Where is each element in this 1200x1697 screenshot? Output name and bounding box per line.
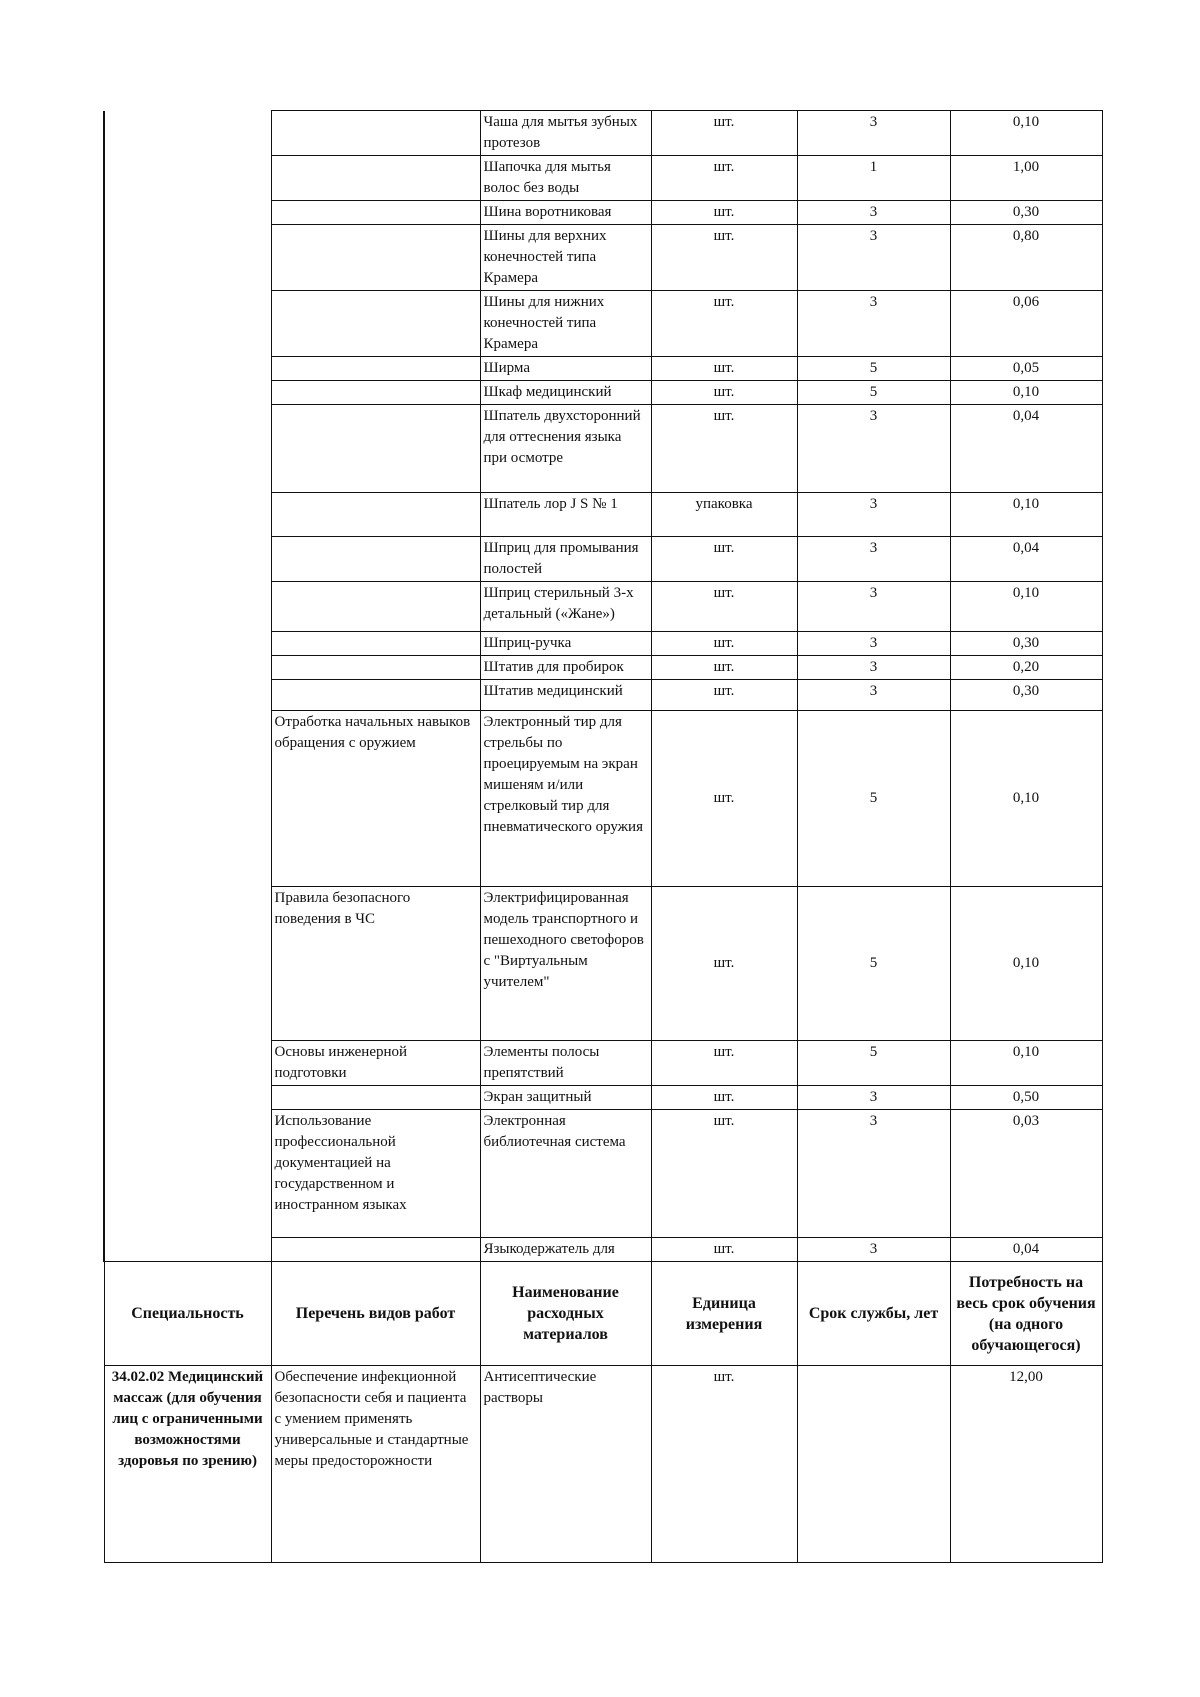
need-cell: 0,10	[950, 582, 1102, 632]
specialty-cell	[104, 291, 271, 357]
table-body	[104, 111, 1102, 1563]
work-cell	[271, 357, 480, 381]
item-cell: Экран защитный	[480, 1086, 651, 1110]
table-row	[104, 680, 1102, 711]
life-cell: 3	[797, 680, 950, 711]
header-materials: Наименование расходных материалов	[480, 1262, 651, 1366]
item-cell: Электрифицированная модель транспортного и пешеходного светофоров с "Виртуальным учителем"	[480, 887, 651, 1041]
table-row	[104, 381, 1102, 405]
item-cell: Штатив медицинский	[480, 680, 651, 711]
unit-cell: шт.	[651, 156, 797, 201]
work-cell	[271, 582, 480, 632]
specialty-cell	[104, 1041, 271, 1086]
table-row	[104, 887, 1102, 1041]
unit-cell: шт.	[651, 1110, 797, 1238]
life-cell: 5	[797, 381, 950, 405]
table-row	[104, 357, 1102, 381]
need-cell: 1,00	[950, 156, 1102, 201]
need-cell: 0,10	[950, 1041, 1102, 1086]
item-cell: Антисептические растворы	[480, 1366, 651, 1563]
life-cell: 3	[797, 1238, 950, 1262]
item-cell: Шпатель двухсторонний для оттеснения языка при осмотре	[480, 405, 651, 493]
item-cell: Шины для верхних конечностей типа Крамера	[480, 225, 651, 291]
table-row	[104, 537, 1102, 582]
specialty-cell	[104, 1086, 271, 1110]
specialty-cell	[104, 887, 271, 1041]
unit-cell: шт.	[651, 582, 797, 632]
specialty-cell	[104, 201, 271, 225]
unit-cell: шт.	[651, 405, 797, 493]
unit-cell: шт.	[651, 1041, 797, 1086]
work-cell	[271, 1238, 480, 1262]
need-cell: 0,30	[950, 632, 1102, 656]
life-cell: 3	[797, 493, 950, 537]
item-cell: Элементы полосы препятствий	[480, 1041, 651, 1086]
specialty-cell	[104, 225, 271, 291]
life-cell: 3	[797, 291, 950, 357]
work-cell	[271, 156, 480, 201]
unit-cell: шт.	[651, 632, 797, 656]
life-cell: 3	[797, 201, 950, 225]
specialty-cell	[104, 493, 271, 537]
need-cell: 0,04	[950, 1238, 1102, 1262]
specialty-cell	[104, 680, 271, 711]
item-cell: Шины для нижних конечностей типа Крамера	[480, 291, 651, 357]
table-row	[104, 582, 1102, 632]
materials-table	[103, 110, 1103, 1563]
header-life: Срок службы, лет	[797, 1262, 950, 1366]
life-cell: 3	[797, 1086, 950, 1110]
need-cell: 0,10	[950, 493, 1102, 537]
life-cell: 5	[797, 887, 950, 1041]
item-cell: Шина воротниковая	[480, 201, 651, 225]
header-unit: Единица измерения	[651, 1262, 797, 1366]
unit-cell: шт.	[651, 537, 797, 582]
work-cell	[271, 656, 480, 680]
unit-cell: шт.	[651, 887, 797, 1041]
item-cell: Шпатель лор J S № 1	[480, 493, 651, 537]
table-row	[104, 493, 1102, 537]
header-specialty: Специальность	[104, 1262, 271, 1366]
work-cell: Отработка начальных навыков обращения с оружием	[271, 711, 480, 887]
table-row	[104, 291, 1102, 357]
life-cell: 3	[797, 405, 950, 493]
unit-cell: шт.	[651, 1366, 797, 1563]
item-cell: Шприц стерильный 3-х детальный («Жане»)	[480, 582, 651, 632]
need-cell: 0,20	[950, 656, 1102, 680]
header-works: Перечень видов работ	[271, 1262, 480, 1366]
table-row	[104, 1238, 1102, 1262]
table-row	[104, 1110, 1102, 1238]
life-cell: 3	[797, 225, 950, 291]
table-row	[104, 405, 1102, 493]
work-cell	[271, 537, 480, 582]
item-cell: Шприц-ручка	[480, 632, 651, 656]
unit-cell: шт.	[651, 1238, 797, 1262]
work-cell	[271, 111, 480, 156]
unit-cell: упаковка	[651, 493, 797, 537]
table-row	[104, 711, 1102, 887]
specialty-cell	[104, 405, 271, 493]
work-cell	[271, 493, 480, 537]
table-row	[104, 1041, 1102, 1086]
work-cell	[271, 405, 480, 493]
need-cell: 0,05	[950, 357, 1102, 381]
work-cell: Правила безопасного поведения в ЧС	[271, 887, 480, 1041]
item-cell: Электронный тир для стрельбы по проецируемым на экран мишеням и/или стрелковый тир для пневматического оружия	[480, 711, 651, 887]
specialty-cell	[104, 656, 271, 680]
item-cell: Шапочка для мытья волос без воды	[480, 156, 651, 201]
need-cell: 0,03	[950, 1110, 1102, 1238]
life-cell: 5	[797, 357, 950, 381]
specialty-cell	[104, 537, 271, 582]
item-cell: Электронная библиотечная система	[480, 1110, 651, 1238]
header-row	[104, 1262, 1102, 1366]
unit-cell: шт.	[651, 381, 797, 405]
life-cell: 5	[797, 1041, 950, 1086]
specialty-cell: 34.02.02 Медицинский массаж (для обучения лиц с ограниченными возможностями здоровья по зрению)	[104, 1366, 271, 1563]
work-cell	[271, 201, 480, 225]
specialty-cell	[104, 357, 271, 381]
need-cell: 0,30	[950, 680, 1102, 711]
specialty-cell	[104, 156, 271, 201]
unit-cell: шт.	[651, 201, 797, 225]
unit-cell: шт.	[651, 291, 797, 357]
life-cell: 1	[797, 156, 950, 201]
need-cell: 0,04	[950, 537, 1102, 582]
work-cell	[271, 680, 480, 711]
table-row	[104, 156, 1102, 201]
unit-cell: шт.	[651, 357, 797, 381]
need-cell: 0,30	[950, 201, 1102, 225]
unit-cell: шт.	[651, 111, 797, 156]
table-row	[104, 656, 1102, 680]
need-cell: 0,10	[950, 887, 1102, 1041]
table-row	[104, 225, 1102, 291]
item-cell: Шприц для промывания полостей	[480, 537, 651, 582]
table-row	[104, 1086, 1102, 1110]
need-cell: 0,04	[950, 405, 1102, 493]
specialty-cell	[104, 582, 271, 632]
specialty-cell	[104, 1110, 271, 1238]
header-need: Потребность на весь срок обучения (на одного обучающегося)	[950, 1262, 1102, 1366]
life-cell: 3	[797, 111, 950, 156]
table-row	[104, 201, 1102, 225]
unit-cell: шт.	[651, 656, 797, 680]
table-row	[104, 111, 1102, 156]
work-cell	[271, 225, 480, 291]
specialty-cell	[104, 381, 271, 405]
life-cell: 3	[797, 1110, 950, 1238]
work-cell: Обеспечение инфекционной безопасности себя и пациента с умением применять универсальные и стандартные меры предосторожности	[271, 1366, 480, 1563]
work-cell	[271, 381, 480, 405]
item-cell: Языкодержатель для	[480, 1238, 651, 1262]
specialty-cell	[104, 1238, 271, 1262]
life-cell: 5	[797, 711, 950, 887]
work-cell: Использование профессиональной документацией на государственном и иностранном языках	[271, 1110, 480, 1238]
table-row	[104, 632, 1102, 656]
life-cell: 3	[797, 582, 950, 632]
work-cell	[271, 291, 480, 357]
life-cell: 3	[797, 537, 950, 582]
item-cell: Ширма	[480, 357, 651, 381]
life-cell	[797, 1366, 950, 1563]
specialty-cell	[104, 711, 271, 887]
need-cell: 0,80	[950, 225, 1102, 291]
work-cell	[271, 1086, 480, 1110]
need-cell: 0,06	[950, 291, 1102, 357]
item-cell: Шкаф медицинский	[480, 381, 651, 405]
item-cell: Штатив для пробирок	[480, 656, 651, 680]
need-cell: 0,10	[950, 711, 1102, 887]
need-cell: 12,00	[950, 1366, 1102, 1563]
specialty-cell	[104, 111, 271, 156]
life-cell: 3	[797, 656, 950, 680]
unit-cell: шт.	[651, 225, 797, 291]
need-cell: 0,10	[950, 111, 1102, 156]
life-cell: 3	[797, 632, 950, 656]
unit-cell: шт.	[651, 1086, 797, 1110]
specialty-cell	[104, 632, 271, 656]
table-row	[104, 1366, 1102, 1563]
unit-cell: шт.	[651, 680, 797, 711]
item-cell: Чаша для мытья зубных протезов	[480, 111, 651, 156]
work-cell: Основы инженерной подготовки	[271, 1041, 480, 1086]
unit-cell: шт.	[651, 711, 797, 887]
need-cell: 0,10	[950, 381, 1102, 405]
need-cell: 0,50	[950, 1086, 1102, 1110]
work-cell	[271, 632, 480, 656]
